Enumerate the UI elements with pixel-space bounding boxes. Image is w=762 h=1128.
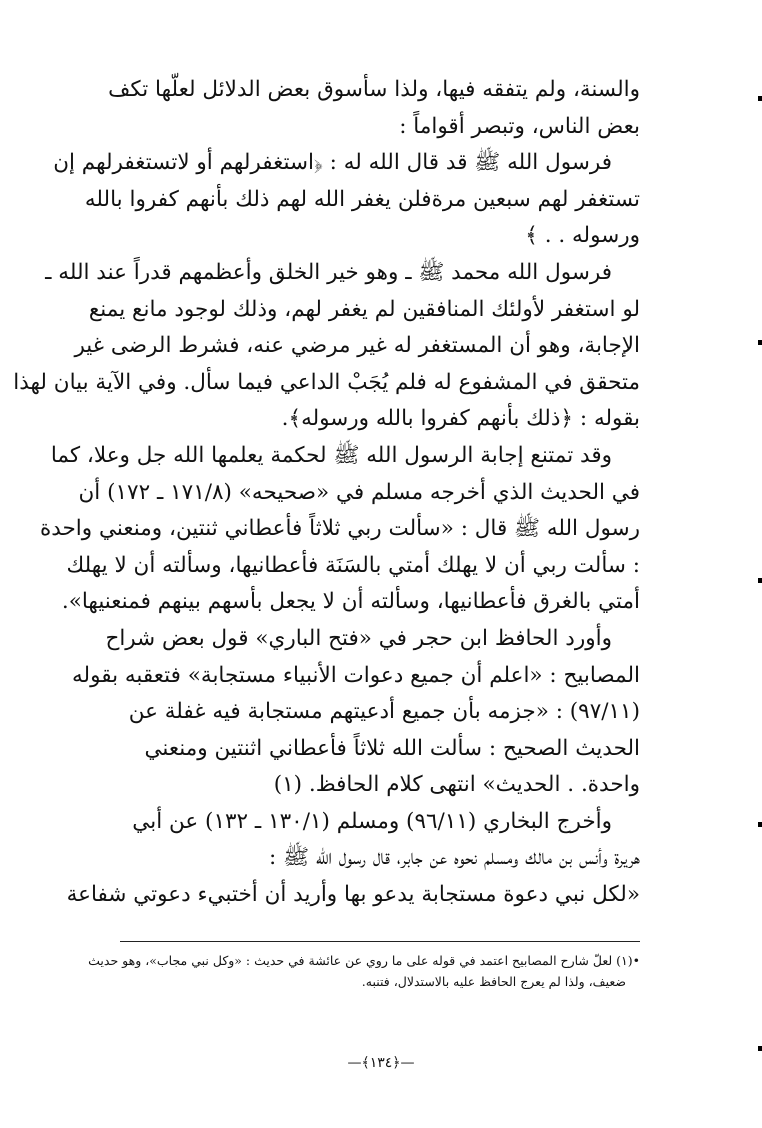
body-line: في الحديث الذي أخرجه مسلم في «صحيحه» (١٧١/٨ ـ ١٧٢) أن (78, 479, 640, 505)
footnote-divider (120, 941, 640, 942)
body-line: هريرة وأنس بن مالك ومسلم نحوه عن جابر، قال رسول الله ﷺ : (269, 845, 640, 871)
body-line: فرسول الله ﷺ قد قال الله له : ﴿استغفرلهم أو لاتستغفرلهم إن (53, 150, 612, 176)
body-line: الإجابة، وهو أن المستغفر له غير مرضي عنه، فشرط الرضى غير (74, 333, 640, 359)
body-line: أمتي بالغرق فأعطانيها، وسألته أن لا يجعل بأسهم بينهم فمنعنيها». (61, 589, 640, 615)
body-line: : سألت ربي أن لا يهلك أمتي بالسَنَة فأعطانيها، وسألته أن لا يهلك (66, 552, 640, 578)
edge-mark (758, 340, 762, 345)
body-line: بقوله : ﴿ذلك بأنهم كفروا بالله ورسوله﴾. (281, 406, 640, 432)
edge-mark (758, 822, 762, 827)
footnote-line: •(١) لعلّ شارح المصابيح اعتمد في قوله على ما روي عن عائشة في حديث : «وكل نبي مجاب»، وهو حديث (88, 953, 640, 968)
body-line: المصابيح : «اعلم أن جميع دعوات الأنبياء مستجابة» فتعقبه بقوله (72, 662, 640, 688)
page-number: —﴿١٣٤﴾— (347, 1055, 415, 1071)
body-line: وقد تمتنع إجابة الرسول الله ﷺ لحكمة يعلمها الله جل وعلا، كما (50, 442, 612, 468)
body-line: لو استغفر لأولئك المنافقين لم يغفر لهم، وذلك لوجود مانع يمنع (88, 296, 640, 322)
body-line: فرسول الله محمد ﷺ ـ وهو خير الخلق وأعظمهم قدراً عند الله ـ (45, 259, 612, 285)
body-line: ورسوله . . ﴾ (525, 223, 640, 249)
body-line: والسنة، ولم يتفقه فيها، ولذا سأسوق بعض الدلائل لعلّها تكف (108, 77, 640, 102)
body-line: تستغفر لهم سبعين مرةفلن يغفر الله لهم ذلك بأنهم كفروا بالله (84, 186, 640, 212)
edge-mark (758, 1046, 762, 1051)
body-line: (٩٧/١١) : «جزمه بأن جميع أدعيتهم مستجابة فيه غفلة عن (128, 699, 640, 725)
body-line: واحدة. . الحديث» انتهى كلام الحافظ. (١) (273, 772, 640, 798)
body-line: «لكل نبي دعوة مستجابة يدعو بها وأريد أن أختبيء دعوتي شفاعة (66, 882, 640, 908)
body-line: وأورد الحافظ ابن حجر في «فتح الباري» قول بعض شراح (105, 625, 612, 651)
body-line: وأخرج البخاري (٩٦/١١) ومسلم (١٣٠/١ ـ ١٣٢) عن أبي (132, 808, 612, 834)
footnotes (88, 950, 640, 992)
body-line: الحديث الصحيح : سألت الله ثلاثاً فأعطاني اثنتين ومنعني (144, 735, 640, 761)
body-line: رسول الله ﷺ قال : «سألت ربي ثلاثاً فأعطاني ثنتين، ومنعني واحدة (39, 516, 640, 542)
body-line: بعض الناس، وتبصر أقواماً : (399, 113, 640, 139)
footnote-line: ضعيف، ولذا لم يعرج الحافظ عليه بالاستدلال، فتنبه. (361, 974, 626, 989)
edge-mark (758, 96, 762, 101)
body-line: متحقق في المشفوع له فلم يُجَبْ الداعي فيما سأل. وفي الآية بيان لهذا (13, 369, 640, 395)
page-body (13, 72, 640, 989)
edge-mark (758, 578, 762, 583)
